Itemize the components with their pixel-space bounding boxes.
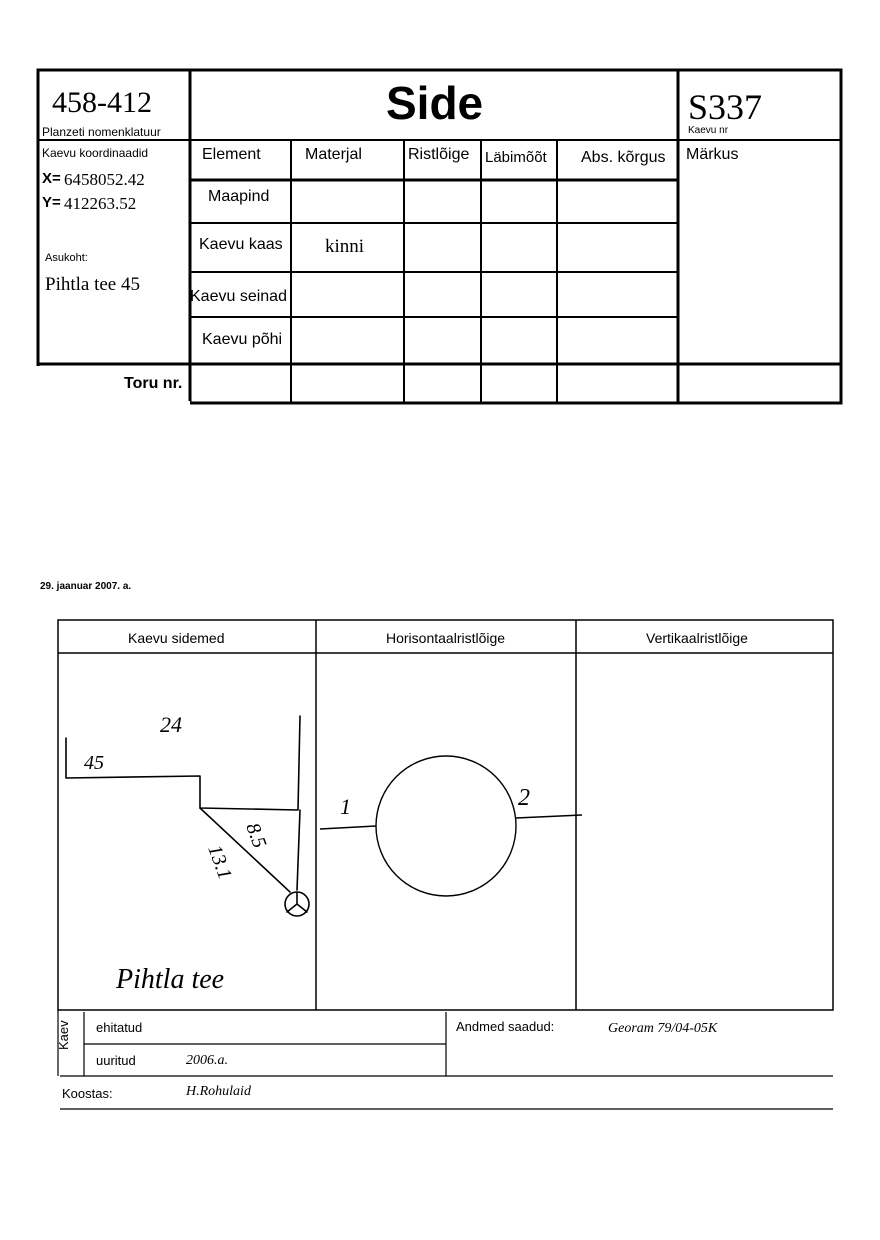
row-material-cover: kinni xyxy=(325,236,365,257)
measure-24-label: 24 xyxy=(160,712,182,737)
author-label: Koostas: xyxy=(62,1086,113,1101)
author-value: H.Rohulaid xyxy=(186,1084,251,1099)
built-label: ehitatud xyxy=(96,1020,143,1035)
col-header-abs-height: Abs. kõrgus xyxy=(581,149,666,166)
row-element-walls: Kaevu seinad xyxy=(190,288,287,305)
measure-45-label: 45 xyxy=(84,752,104,774)
measure-131-label: 13.1 xyxy=(203,842,236,883)
row-element-ground: Maapind xyxy=(208,188,270,205)
row-element-cover: Kaevu kaas xyxy=(199,236,283,253)
well-number-value: S337 xyxy=(688,87,763,127)
col-header-cross-section: Ristlõige xyxy=(408,146,470,163)
surveyed-label: uuritud xyxy=(96,1053,136,1068)
header-horizontal-section: Horisontaalristlõige xyxy=(386,630,506,646)
nomenclature-value: 458-412 xyxy=(52,86,152,119)
kaev-label: Kaev xyxy=(56,1020,71,1050)
page-title: Side xyxy=(386,77,484,129)
y-value: 412263.52 xyxy=(64,194,137,213)
col-header-diameter: Läbimõõt xyxy=(485,149,547,166)
row-element-bottom: Kaevu põhi xyxy=(202,331,283,348)
pipe-1-label: 1 xyxy=(340,794,351,819)
col-header-material: Materjal xyxy=(305,146,362,163)
measure-85-label: 8.5 xyxy=(241,820,271,852)
nomenclature-label: Planzeti nomenklatuur xyxy=(42,125,161,139)
location-label: Asukoht: xyxy=(45,252,88,264)
pipe-number-label: Toru nr. xyxy=(124,375,183,392)
header-vertical-section: Vertikaalristlõige xyxy=(646,630,748,646)
location-value: Pihtla tee 45 xyxy=(45,274,140,295)
source-label: Andmed saadud: xyxy=(456,1019,555,1034)
street-label: Pihtla tee xyxy=(116,964,225,995)
document-date: 29. jaanuar 2007. a. xyxy=(40,581,132,592)
header-well-links: Kaevu sidemed xyxy=(128,630,225,646)
coordinates-label: Kaevu koordinaadid xyxy=(42,146,149,160)
well-number-label: Kaevu nr xyxy=(688,125,729,136)
x-value: 6458052.42 xyxy=(64,170,145,189)
pipe-2-label: 2 xyxy=(518,785,530,811)
horizontal-cross-section-sketch xyxy=(320,756,582,896)
surveyed-value: 2006.a. xyxy=(186,1053,228,1068)
x-label: X= xyxy=(42,170,61,187)
well-link-sketch xyxy=(66,716,309,916)
col-header-remarks: Märkus xyxy=(686,146,739,163)
col-header-element: Element xyxy=(202,146,261,163)
y-label: Y= xyxy=(42,194,61,211)
source-value: Georam 79/04-05K xyxy=(608,1021,718,1036)
